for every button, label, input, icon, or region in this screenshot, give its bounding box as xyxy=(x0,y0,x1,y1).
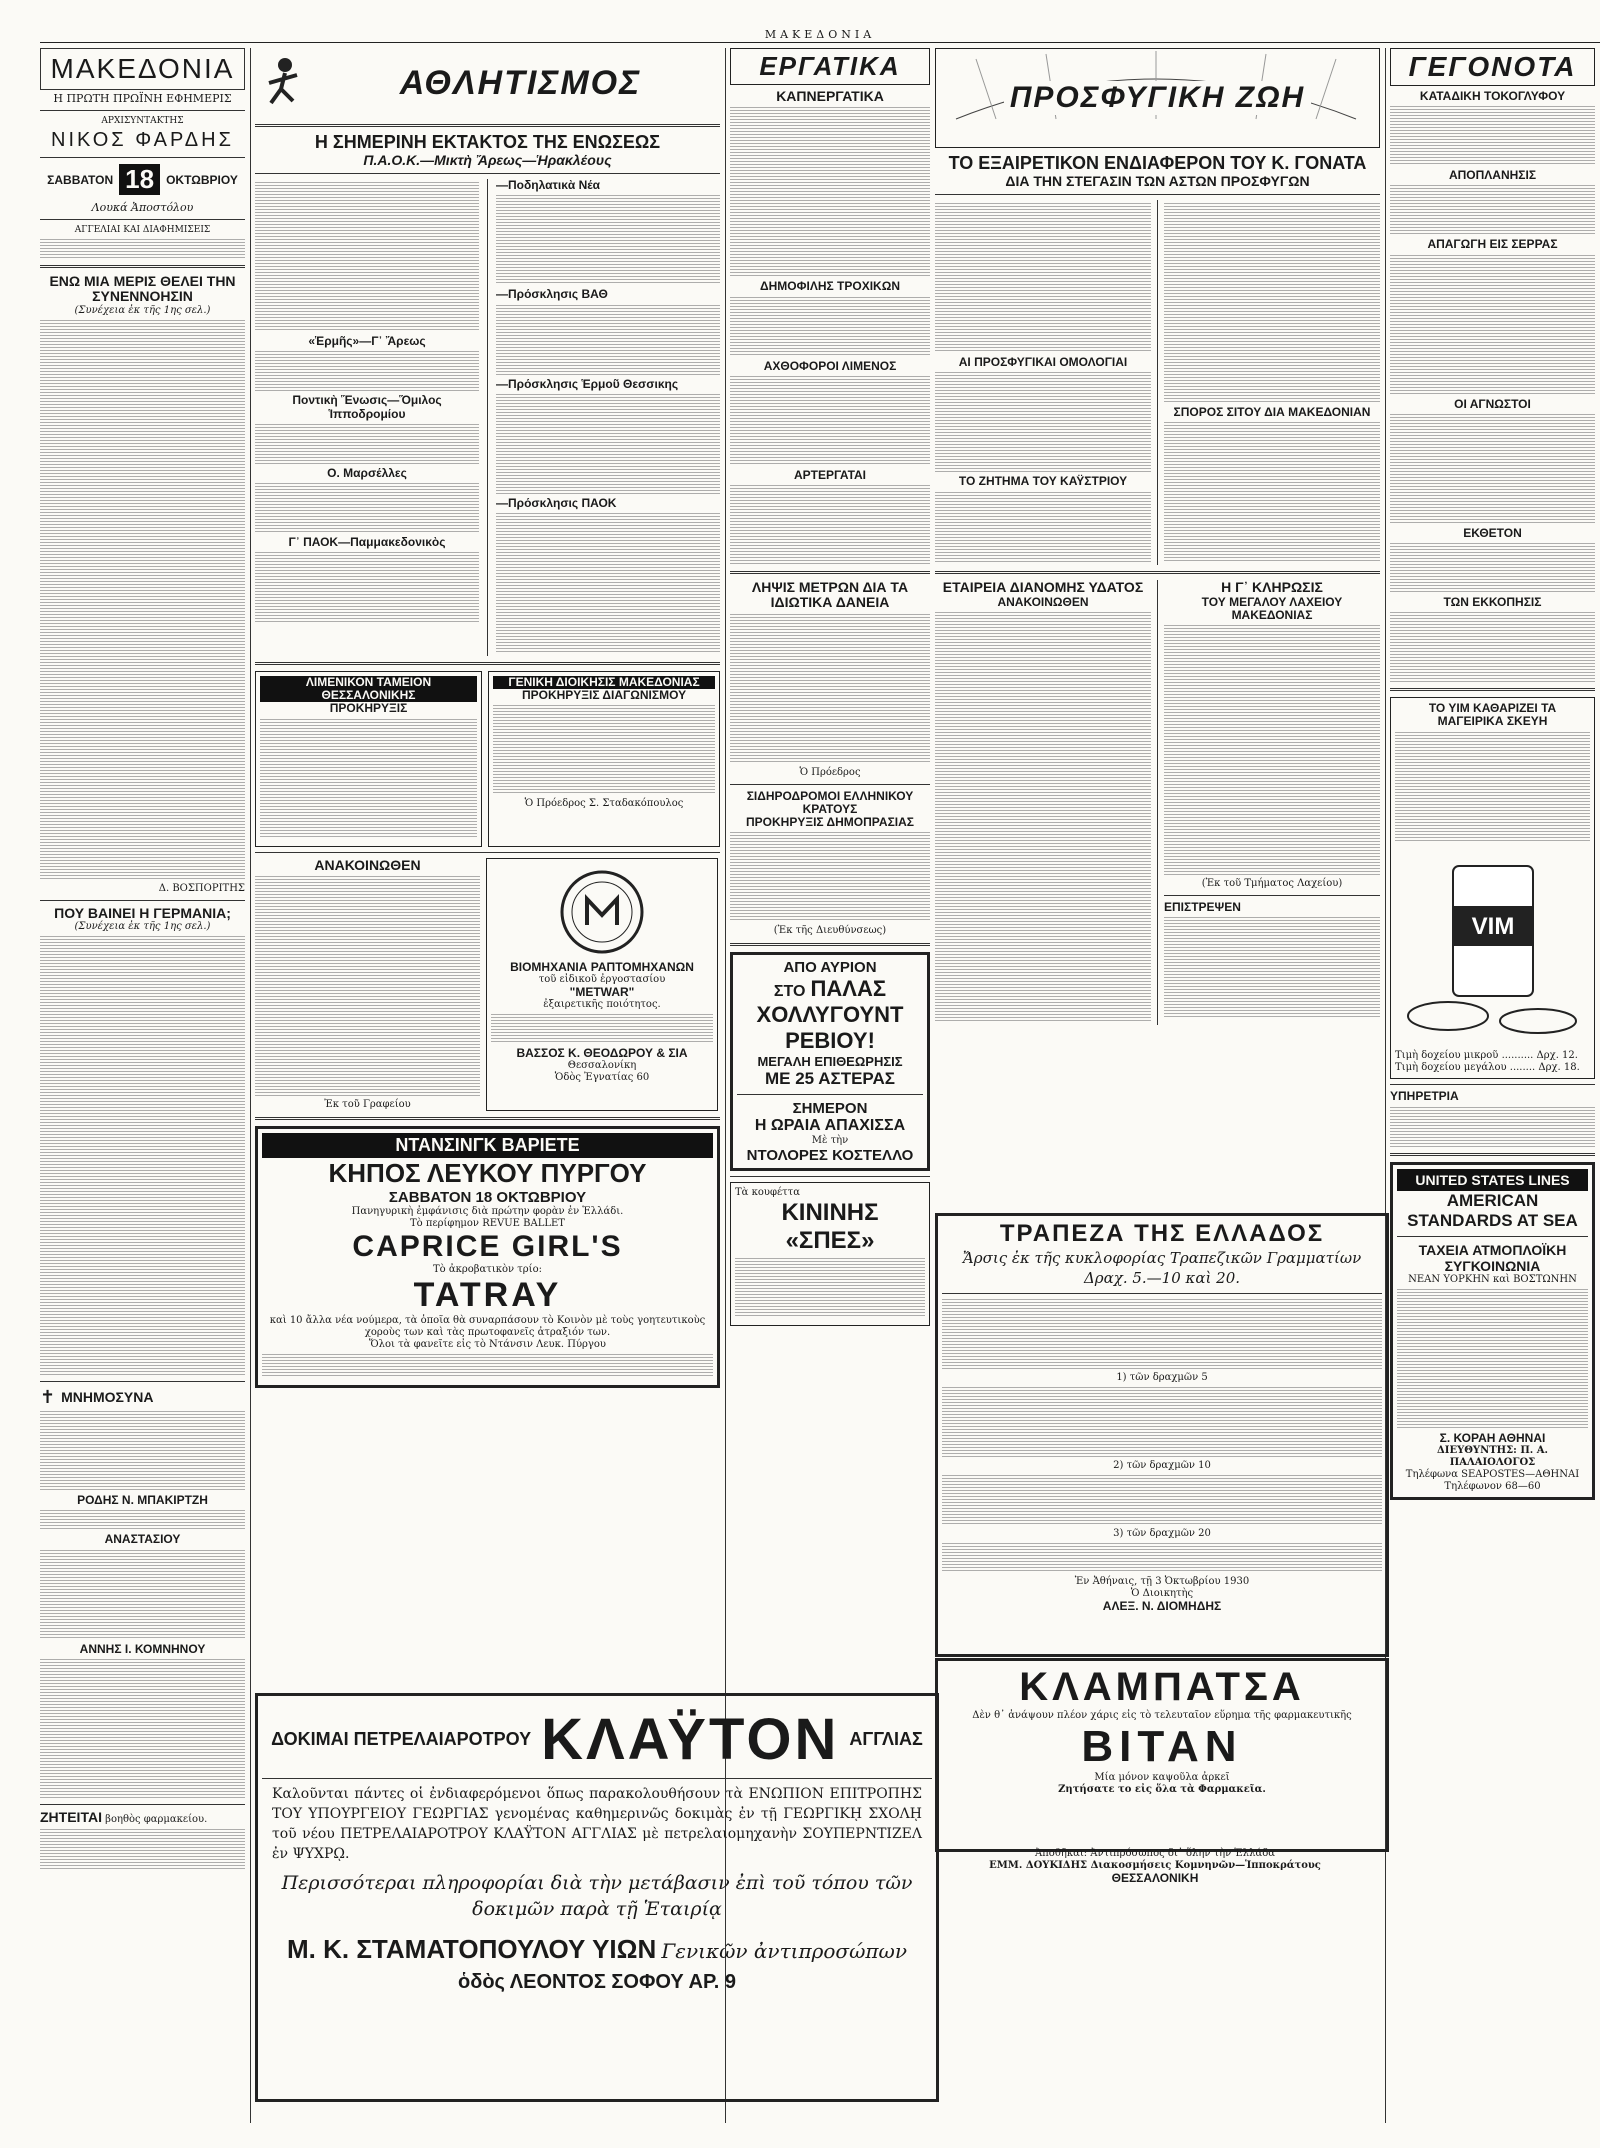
bank-subtitle: Ἄρσις ἐκ τῆς κυκλοφορίας Τραπεζικῶν Γραμματίων Δραχ. 5.—10 καὶ 20. xyxy=(962,1249,1362,1287)
clayton-tractor-ad xyxy=(255,1693,939,2102)
palace-show-2: ΡΕΒΙΟΥ! xyxy=(785,1028,875,1054)
railway-title: ΣΙΔΗΡΟΔΡΟΜΟΙ ΕΛΛΗΝΙΚΟΥ ΚΡΑΤΟΥΣ xyxy=(746,788,914,816)
labor-section-title: ΕΡΓΑΤΙΚΑ xyxy=(759,51,901,81)
memorial-title: ΜΝΗΜΟΣΥΝΑ xyxy=(61,1388,154,1405)
bank-office: Ὁ Διοικητὴς xyxy=(1130,1588,1194,1599)
variete-line-3: Τὸ ἀκροβατικὸν τρίο: xyxy=(432,1263,542,1275)
variete-venue: ΚΗΠΟΣ ΛΕΥΚΟΥ ΠΥΡΓΟΥ xyxy=(328,1157,647,1188)
match-1: «Ἑρμῆς»—Γ᾽ Ἄρεως xyxy=(308,334,426,349)
variete-act-1: CAPRICE GIRL'S xyxy=(352,1229,623,1263)
article-2-continued: (Συνέχεια ἐκ τῆς 1ης σελ.) xyxy=(74,921,211,933)
wanted-text: βοηθὸς φαρμακείου. xyxy=(105,1813,208,1825)
lottery-subtitle: ΤΟΥ ΜΕΓΑΛΟΥ ΛΑΧΕΙΟΥ ΜΑΚΕΔΟΝΙΑΣ xyxy=(1201,594,1343,622)
railway-subtitle: ΠΡΟΚΗΡΥΞΙΣ ΔΗΜΟΠΡΑΣΙΑΣ xyxy=(746,815,914,830)
side-news-4: —Πρόσκλησις ΠΑΟΚ xyxy=(496,495,617,510)
match-3: Ο. Μαρσέλλες xyxy=(327,465,407,480)
water-company-title: ΕΤΑΙΡΕΙΑ ΔΙΑΝΟΜΗΣ ΥΔΑΤΟΣ xyxy=(942,579,1144,596)
athletics-headline: Η ΣΗΜΕΡΙΝΗ ΕΚΤΑΚΤΟΣ ΤΗΣ ΕΝΩΣΕΩΣ xyxy=(314,132,661,152)
vitan-tag: Δὲν θ᾽ ἀνάψουν πλέον χάρις εἰς τὸ τελευταῖον εὕρημα τῆς φαρμακευτικῆς xyxy=(972,1710,1352,1721)
ads-label: ΑΓΓΕΛΙΑΙ ΚΑΙ ΔΙΑΦΗΜΙΣΕΙΣ xyxy=(74,225,211,235)
refugee-section-banner xyxy=(935,48,1380,148)
bank-of-greece-notice xyxy=(935,1213,1389,1657)
variete-line-5: Ὅλοι τὰ φανεῖτε εἰς τὸ Ντάνσιν Λευκ. Πύργου xyxy=(369,1338,606,1350)
vitan-city: ΘΕΣΣΑΛΟΝΙΚΗ xyxy=(1111,1871,1199,1885)
vim-can-icon xyxy=(1398,846,1588,1046)
lottery-return-label: ΕΠΙΣΤΡΕΨΕΝ xyxy=(1163,900,1241,915)
palace-line-2: ΜΕ 25 ΑΣΤΕΡΑΣ xyxy=(765,1069,895,1089)
vitan-line-4: ΕΜΜ. ΔΟΥΚΙΔΗΣ Διακοσμήσεις Κομνηνῶν—Ἱπποκράτους xyxy=(989,1860,1321,1871)
palace-at: ΣΤΟ xyxy=(773,983,806,1001)
sewing-machine-ad xyxy=(486,858,718,1111)
clayton-firm-tail: Γενικῶν ἀντιπροσώπων xyxy=(661,1939,907,1963)
side-news-1: —Ποδηλατικὰ Νέα xyxy=(496,178,601,193)
events-item-4: ΟΙ ΑΓΝΩΣΤΟΙ xyxy=(1454,396,1531,411)
port-fund-notice xyxy=(255,671,482,847)
palace-with: Μὲ τὴν xyxy=(811,1135,849,1147)
column-3 xyxy=(730,48,930,1688)
clayton-firm: Μ. Κ. ΣΤΑΜΑΤΟΠΟΥΛΟΥ ΥΙΩΝ xyxy=(287,1934,657,1964)
side-news-2: —Πρόσκλησις ΒΑΘ xyxy=(496,287,608,302)
vitan-ad xyxy=(935,1658,1389,1852)
quinine-ad xyxy=(730,1182,930,1326)
article-1-signature: Δ. ΒΟΣΠΟΡΙΤΗΣ xyxy=(158,882,245,894)
general-admin-notice xyxy=(488,671,720,847)
events-item-2: ΑΠΟΠΛΑΝΗΣΙΣ xyxy=(1448,168,1537,183)
vitan-line-1: Μία μόνον καψοῦλα ἀρκεῖ xyxy=(1094,1772,1230,1783)
masthead-title: ΜΑΚΕΔΟΝΙΑ xyxy=(40,48,245,90)
ship-route: ΝΕΑΝ ΥΟΡΚΗΝ καὶ ΒΟΣΤΩΝΗΝ xyxy=(1408,1273,1577,1285)
palace-line-1: ΜΕΓΑΛΗ ΕΠΙΘΕΩΡΗΣΙΣ xyxy=(757,1054,903,1070)
vim-price-2: Τιμὴ δοχείου μεγάλου ........ Δρχ. 18. xyxy=(1395,1061,1580,1073)
runner-icon xyxy=(255,53,315,113)
cross-icon: ✝ xyxy=(40,1387,56,1409)
match-2: Ποντικὴ Ἕνωσις—Ὅμιλος Ἱπποδρομίου xyxy=(292,393,442,421)
bank-place-date: Ἐν Ἀθήναις, τῇ 3 Ὀκτωβρίου 1930 xyxy=(1074,1576,1250,1587)
factory-ad-address: Ὁδὸς Ἐγνατίας 60 xyxy=(554,1072,650,1084)
lottery-signature: (Ἐκ τοῦ Τμήματος Λαχείου) xyxy=(1201,878,1343,890)
events-item-5: ΕΚΘΕΤΟΝ xyxy=(1463,525,1522,540)
ship-office: Τηλέφωνα SEAPOSTES—ΑΘΗΝΑΙ xyxy=(1405,1468,1580,1480)
port-fund-title: ΛΙΜΕΝΙΚΟΝ ΤΑΜΕΙΟΝ ΘΕΣΣΑΛΟΝΙΚΗΣ xyxy=(260,676,477,702)
refugee-headline: ΤΟ ΕΞΑΙΡΕΤΙΚΟΝ ΕΝΔΙΑΦΕΡΟΝ ΤΟΥ Κ. ΓΟΝΑΤΑ xyxy=(948,153,1367,173)
variete-date: ΣΑΒΒΑΤΟΝ 18 ΟΚΤΩΒΡΙΟΥ xyxy=(388,1188,587,1206)
factory-emblem-icon xyxy=(557,867,647,957)
article-1-title: ΕΝΩ ΜΙΑ ΜΕΡΙΣ ΘΕΛΕΙ ΤΗΝ ΣΥΝΕΝΝΟΗΣΙΝ xyxy=(49,273,236,305)
ship-logo: UNITED STATES LINES xyxy=(1397,1169,1588,1191)
vitan-ad-footer xyxy=(935,1848,1375,2108)
labor-sub-3: ΑΡΤΕΡΓΑΤΑΙ xyxy=(793,467,867,482)
match-4: Γ᾽ ΠΑΟΚ—Παμμακεδονικὸς xyxy=(288,534,446,549)
factory-ad-brand: "METWAR" xyxy=(569,984,635,999)
saint-of-day: Λουκά Ἀποστόλου xyxy=(91,201,194,214)
memorial-name-3: ΑΝΝΗΣ Ι. ΚΟΜΝΗΝΟΥ xyxy=(79,1641,206,1656)
running-head: ΜΑΚΕΔΟΝΙΑ xyxy=(40,28,1600,43)
palace-show-1: ΧΟΛΛΥΓΟΥΝΤ xyxy=(756,1002,904,1028)
clayton-brand: ΚΛΑΫΤΟΝ xyxy=(541,1707,840,1772)
bank-section-3: 3) τῶν δραχμῶν 20 xyxy=(1113,1528,1211,1539)
bank-signature: ΑΛΕΞ. Ν. ΔΙΟΜΗΔΗΣ xyxy=(1102,1599,1222,1613)
lottery-title: Η Γ᾽ ΚΛΗΡΩΣΙΣ xyxy=(1221,579,1323,596)
palace-from: ΑΠΟ ΑΥΡΙΟΝ xyxy=(783,959,877,977)
article-1-continued: (Συνέχεια ἐκ τῆς 1ης σελ.) xyxy=(74,304,211,316)
vitan-line-2: Ζητήσατε το εἰς ὅλα τὰ Φαρμακεῖα. xyxy=(1058,1784,1266,1795)
general-admin-signature: Ὁ Πρόεδρος Σ. Σταδακόπουλος xyxy=(524,798,684,810)
factory-ad-line-1: τοῦ εἰδικοῦ ἐργοστασίου xyxy=(538,973,666,985)
events-item-3: ΑΠΑΓΩΓΗ ΕΙΣ ΣΕΡΡΑΣ xyxy=(1427,237,1558,252)
railway-signature: (Ἐκ τῆς Διευθύνσεως) xyxy=(773,925,887,937)
ship-title: AMERICAN STANDARDS AT SEA xyxy=(1407,1190,1578,1230)
memorial-name-1: ΡΟΔΗΣ Ν. ΜΠΑΚΙΡΤΖΗ xyxy=(77,1493,208,1508)
palace-star: ΝΤΟΛΟΡΕΣ ΚΟΣΤΕΛΛΟ xyxy=(746,1147,914,1165)
masthead-subtitle: Η ΠΡΩΤΗ ΠΡΩΪΝΗ ΕΦΗΜΕΡΙΣ xyxy=(53,92,232,105)
refugee-sub-3: ΣΠΟΡΟΣ ΣΙΤΟΥ ΔΙΑ ΜΑΚΕΔΟΝΙΑΝ xyxy=(1173,405,1371,420)
vim-brand: VIM xyxy=(1471,912,1514,940)
variete-act-2: TATRAY xyxy=(413,1275,562,1314)
vitan-top: ΚΛΑΜΠΑΤΣΑ xyxy=(1019,1665,1305,1709)
general-admin-subtitle: ΠΡΟΚΗΡΥΞΙΣ ΔΙΑΓΩΝΙΣΜΟΥ xyxy=(521,688,687,703)
clayton-info: Περισσότεραι πληροφορίαι διὰ τὴν μετάβασιν ἐπὶ τοῦ τόπου τῶν δοκιμῶν παρὰ τῇ Ἑταιρίᾳ xyxy=(281,1872,913,1920)
palace-today: ΣΗΜΕΡΟΝ xyxy=(792,1100,868,1118)
refugee-subhead: ΔΙΑ ΤΗΝ ΣΤΕΓΑΣΙΝ ΤΩΝ ΑΣΤΩΝ ΠΡΟΣΦΥΓΩΝ xyxy=(1005,172,1310,189)
maid-wanted-label: ΥΠΗΡΕΤΡΙΑ xyxy=(1390,1088,1459,1103)
vim-ad xyxy=(1390,697,1595,1078)
factory-ad-line-2: ἐξαιρετικῆς ποιότητος. xyxy=(543,998,661,1010)
ship-subtitle: ΤΑΧΕΙΑ ΑΤΜΟΠΛΟΪΚΗ ΣΥΓΚΟΙΝΩΝΙΑ xyxy=(1418,1241,1567,1274)
bank-title: ΤΡΑΠΕΖΑ ΤΗΣ ΕΛΛΑΔΟΣ xyxy=(999,1220,1325,1247)
clayton-address: ὁδὸς ΛΕΟΝΤΟΣ ΣΟΦΟΥ ΑΡ. 9 xyxy=(457,1971,737,1993)
labor-sub-1: ΔΗΜΟΦΙΛΗΣ ΤΡΟΧΙΚΩΝ xyxy=(760,279,900,294)
ship-agent: Σ. ΚΟΡΑΗ ΑΘΗΝΑΙ xyxy=(1439,1430,1546,1445)
bank-section-2: 2) τῶν δραχμῶν 10 xyxy=(1113,1460,1211,1471)
column-5 xyxy=(1390,48,1595,2123)
issue-date-number: 18 xyxy=(119,164,160,195)
factory-ad-city: Θεσσαλονίκη xyxy=(567,1060,637,1072)
palace-venue: ΠΑΛΑΣ xyxy=(810,976,887,1002)
clayton-pre: ΔΟΚΙΜΑΙ ΠΕΤΡΕΛΑΙΑΡΟΤΡΟΥ xyxy=(271,1729,532,1749)
wanted-label: ΖΗΤΕΙΤΑΙ xyxy=(40,1808,102,1825)
measures-signature: Ὁ Πρόεδρος xyxy=(799,766,861,778)
measures-title: ΛΗΨΙΣ ΜΕΤΡΩΝ ΔΙΑ ΤΑ ΙΔΙΩΤΙΚΑ ΔΑΝΕΙΑ xyxy=(751,578,909,611)
editor-name: ΝΙΚΟΣ ΦΑΡΔΗΣ xyxy=(51,129,234,151)
factory-ad-firm: ΒΑΣΣΟΣ Κ. ΘΕΟΔΩΡΟΥ & ΣΙΑ xyxy=(516,1045,688,1060)
clayton-body: Καλοῦνται πάντες οἱ ἐνδιαφερόμενοι ὅπως παρακολουθήσουν τὰ ΕΝΩΠΙΟΝ ΕΠΙΤΡΟΠΗΣ ΤΟΥ ΥΠΟΥΡΓΕΙΟΥ ΓΕΩΡΓΙΑΣ γενομένας καθημερινῶς δοκιμὰς ἐν τῇ ΓΕΩΡΓΙΚῌ ΣΧΟΛῌ τοῦ νέου ΠΕΤΡΕΛΑΙΑΡΟΤΡΟΥ ΚΛΑΫΤΟΝ ΑΓΓΛΙΑΣ μὲ πετρελαιομηχανὴν ΣΟΥΠΕΡΝΤΙΖΕΛ ἐν ΨΥΧΡῼ. xyxy=(272,1786,922,1862)
editor-label: ΑΡΧΙΣΥΝΤΑΚΤΗΣ xyxy=(101,116,184,126)
vitan-brand: ΒΙΤΑΝ xyxy=(1081,1722,1243,1771)
factory-ad-title: ΒΙΟΜΗΧΑΝΙΑ ΡΑΠΤΟΜΗΧΑΝΩΝ xyxy=(510,959,694,974)
refugee-sub-2: ΤΟ ΖΗΤΗΜΑ ΤΟΥ ΚΑΫΣΤΡΙΟΥ xyxy=(958,474,1128,489)
memorial-name-2: ΑΝΑΣΤΑΣΙΟΥ xyxy=(104,1532,181,1547)
clayton-post: ΑΓΓΛΙΑΣ xyxy=(849,1729,923,1749)
refugee-section-title: ΠΡΟΣΦΥΓΙΚΗ ΖΩΗ xyxy=(1004,81,1311,115)
shipping-line-ad xyxy=(1390,1162,1595,1500)
athletics-section-title: ΑΘΛΗΤΙΣΜΟΣ xyxy=(399,63,642,102)
quinine-brand-2: «ΣΠΕΣ» xyxy=(785,1227,875,1255)
ship-director: ΔΙΕΥΘΥΝΤΗΣ: Π. Α. ΠΑΛΑΙΟΛΟΓΟΣ xyxy=(1437,1444,1548,1468)
events-item-6: ΤΩΝ ΕΚΚΟΠΗΣΙΣ xyxy=(1443,594,1542,609)
column-1 xyxy=(40,48,245,2123)
labor-sub-2: ΑΧΘΟΦΟΡΟΙ ΛΙΜΕΝΟΣ xyxy=(763,358,897,373)
vim-price-1: Τιμὴ δοχείου μικροῦ .......... Δρχ. 12. xyxy=(1395,1049,1578,1061)
refugee-sub-1: ΑΙ ΠΡΟΣΦΥΓΙΚΑΙ ΟΜΟΛΟΓΙΑΙ xyxy=(958,355,1128,370)
column-4 xyxy=(935,48,1380,1203)
quinine-brand-1: ΚΙΝΙΝΗΣ xyxy=(781,1199,879,1227)
labor-headline: ΚΑΠΝΕΡΓΑΤΙΚΑ xyxy=(776,88,884,104)
issue-date xyxy=(40,164,245,195)
events-section-title: ΓΕΓΟΝΟΤΑ xyxy=(1408,51,1577,82)
variete-line-2: Τὸ περίφημον REVUE BALLET xyxy=(410,1217,565,1229)
issue-day: ΣΑΒΒΑΤΟΝ xyxy=(47,172,114,187)
palace-ad xyxy=(730,952,930,1171)
palace-film: Η ΩΡΑΙΑ ΑΠΑΧΙΣΣΑ xyxy=(754,1117,906,1135)
article-2-title: ΠΟΥ ΒΑΙΝΕΙ Η ΓΕΡΜΑΝΙΑ; xyxy=(54,904,231,921)
athletics-subhead: Π.Α.Ο.Κ.—Μικτὴ Ἄρεως—Ἡρακλέους xyxy=(363,151,612,168)
variete-ad xyxy=(255,1126,720,1388)
newspaper-page xyxy=(40,28,1600,2128)
general-admin-title: ΓΕΝΙΚΗ ΔΙΟΙΚΗΣΙΣ ΜΑΚΕΔΟΝΙΑΣ xyxy=(493,676,715,689)
variete-line-1: Πανηγυρικὴ ἐμφάνισις διὰ πρώτην φορὰν ἐν Ἑλλάδι. xyxy=(351,1205,624,1217)
quinine-top: Τὰ κουφέττα xyxy=(735,1187,800,1199)
port-fund-subtitle: ΠΡΟΚΗΡΥΞΙΣ xyxy=(329,701,408,716)
announcement-signature: Ἐκ τοῦ Γραφείου xyxy=(324,1098,411,1110)
bank-section-1: 1) τῶν δραχμῶν 5 xyxy=(1116,1372,1208,1383)
vitan-line-3: Ἀποθῆκαι: Ἀντιπρόσωπος δι᾽ ὅλην τὴν Ἑλλάδα xyxy=(1035,1848,1275,1859)
announcement-title: ΑΝΑΚΟΙΝΩΘΕΝ xyxy=(314,856,421,873)
events-item-1: ΚΑΤΑΔΙΚΗ ΤΟΚΟΓΛΥΦΟΥ xyxy=(1419,89,1566,103)
side-news-3: —Πρόσκλησις Ἑρμοῦ Θεσσικης xyxy=(496,376,679,391)
issue-month: ΟΚΤΩΒΡΙΟΥ xyxy=(166,172,238,187)
ship-phone: Τηλέφωνον 68—60 xyxy=(1444,1480,1541,1492)
water-company-subtitle: ΑΝΑΚΟΙΝΩΘΕΝ xyxy=(997,594,1089,609)
vim-title: ΤΟ ΥΙΜ ΚΑΘΑΡΙΖΕΙ ΤΑ ΜΑΓΕΙΡΙΚΑ ΣΚΕΥΗ xyxy=(1428,701,1557,729)
variete-line-4: καὶ 10 ἄλλα νέα νούμερα, τὰ ὁποῖα θὰ συναρπάσουν τὸ Κοινὸν μὲ τοὺς γοητευτικοὺς χοροὺς των καὶ τὰς πρωτοφανεῖς ἀτραξιόν των. xyxy=(269,1314,706,1338)
variete-banner: ΝΤΑΝΣΙΝΓΚ ΒΑΡΙΕΤΕ xyxy=(262,1133,713,1158)
